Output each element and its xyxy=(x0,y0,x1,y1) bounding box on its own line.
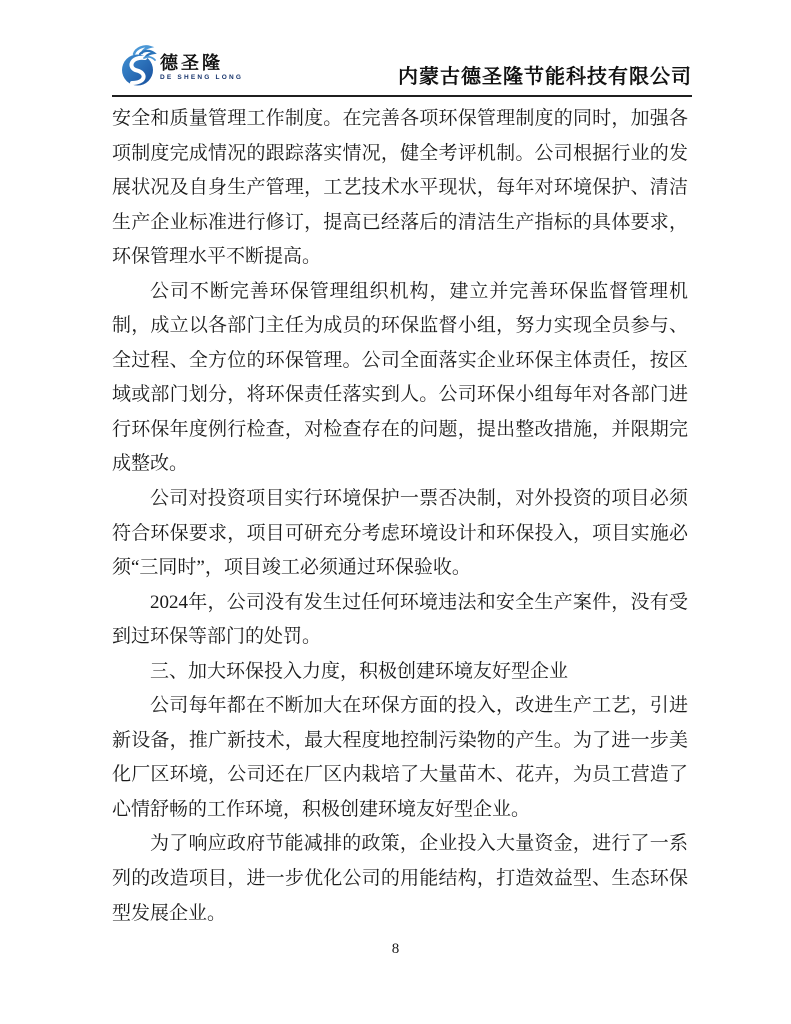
paragraph-env-organization: 公司不断完善环保管理组织机构，建立并完善环保监督管理机制，成立以各部门主任为成员的环保监督小组，努力实现全员参与、全过程、全方位的环保管理。公司全面落实企业环保主体责任，按区域或部门划分，将环保责任落实到人。公司环保小组每年对各部门进行环保年度例行检查，对检查存在的问题，提出整改措施，并限期完成整改。 xyxy=(112,280,688,475)
company-logo xyxy=(120,42,243,88)
page-number: 8 xyxy=(391,941,400,957)
company-name-title: 内蒙古德圣隆节能科技有限公司 xyxy=(398,66,692,88)
logo-chinese-name: 德圣隆 xyxy=(160,53,223,73)
paragraph-energy-policy: 为了响应政府节能减排的政策，企业投入大量资金，进行了一系列的改造项目，进一步优化公司的用能结构，打造效益型、生态环保型发展企业。 xyxy=(112,833,688,924)
page-header xyxy=(0,0,791,98)
section-heading-three: 三、加大环保投入力度，积极创建环境友好型企业 xyxy=(150,660,569,682)
paragraph-env-investment: 公司每年都在不断加大在环保方面的投入，改进生产工艺，引进新设备，推广新技术，最大程度地控制污染物的产生。为了进一步美化厂区环境，公司还在厂区内栽培了大量苗木、花卉，为员工营造了心情舒畅的工作环境，积极创建环境友好型企业。 xyxy=(112,695,688,820)
logo-wordmark xyxy=(160,54,243,82)
paragraph-investment-veto: 公司对投资项目实行环境保护一票否决制，对外投资的项目必须符合环保要求，项目可研充分考虑环境设计和环保投入，项目实施必须“三同时”，项目竣工必须通过环保验收。 xyxy=(112,488,688,579)
paragraph-continuation: 安全和质量管理工作制度。在完善各项环保管理制度的同时，加强各项制度完成情况的跟踪落实情况，健全考评机制。公司根据行业的发展状况及自身生产管理，工艺技术水平现状，每年对环境保护、清洁生产企业标准进行修订，提高已经落后的清洁生产指标的具体要求，环保管理水平不断提高。 xyxy=(112,108,688,268)
logo-english-name: DE SHENG LONG xyxy=(160,74,244,81)
document-body xyxy=(112,102,688,931)
paragraph-2024-record: 2024年，公司没有发生过任何环境违法和安全生产案件，没有受到过环保等部门的处罚。 xyxy=(112,591,688,648)
dragon-s-circle-icon xyxy=(120,42,157,88)
header-divider-rule xyxy=(112,95,692,97)
